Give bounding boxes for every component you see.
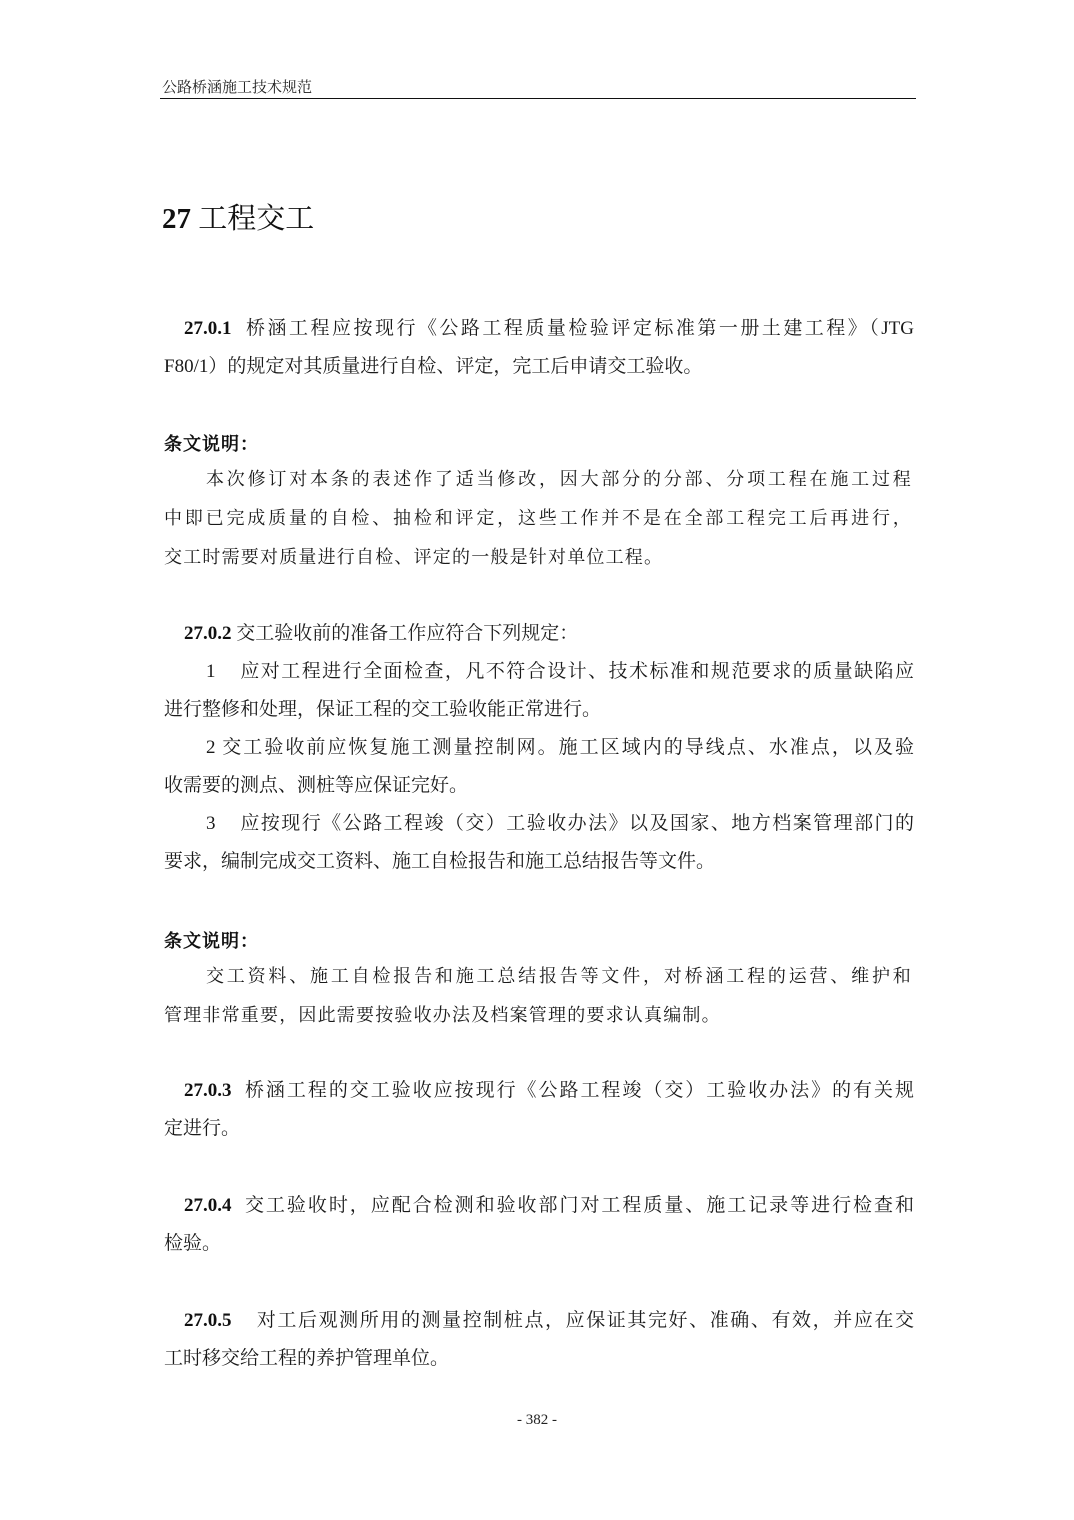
clause-27-0-1-line-1 bbox=[164, 316, 914, 342]
list-text: 应对工程进行全面检查，凡不符合设计、技术标准和规范要求的质量缺陷应 bbox=[240, 661, 914, 682]
chapter-name: 工程交工 bbox=[198, 203, 315, 235]
clause-text: 对工后观测所用的测量控制桩点，应保证其完好、准确、有效，并应在交 bbox=[256, 1310, 914, 1331]
list-number: 3 bbox=[206, 813, 216, 834]
clause-27-0-5-line-2: 工时移交给工程的养护管理单位。 bbox=[164, 1348, 450, 1369]
clause-number: 27.0.1 bbox=[184, 318, 232, 339]
note-heading: 条文说明： bbox=[164, 434, 259, 454]
clause-27-0-5-line-1 bbox=[164, 1308, 914, 1334]
clause-text: 桥涵工程应按现行《公路工程质量检验评定标准第一册土建工程》（JTG bbox=[246, 318, 915, 339]
list-number: 2 bbox=[206, 737, 216, 758]
list-text: 交工验收前应恢复施工测量控制网。施工区域内的导线点、水准点，以及验 bbox=[222, 737, 914, 758]
list-item-3-line-2: 要求，编制完成交工资料、施工自检报告和施工总结报告等文件。 bbox=[164, 851, 716, 872]
list-number: 1 bbox=[206, 661, 216, 682]
list-item-2-line-2: 收需要的测点、测桩等应保证完好。 bbox=[164, 775, 469, 796]
clause-27-0-4-line-2: 检验。 bbox=[164, 1233, 222, 1254]
list-item-2-line-1 bbox=[164, 735, 914, 761]
clause-text: 交工验收时，应配合检测和验收部门对工程质量、施工记录等进行检查和 bbox=[244, 1195, 915, 1216]
clause-27-0-2-line-1 bbox=[164, 621, 914, 647]
clause-27-0-3-line-2: 定进行。 bbox=[164, 1118, 241, 1139]
chapter-title bbox=[162, 196, 314, 237]
clause-text: 桥涵工程的交工验收应按现行《公路工程竣（交）工验收办法》的有关规 bbox=[244, 1080, 915, 1101]
clause-number: 27.0.4 bbox=[184, 1195, 232, 1216]
note-line: 本次修订对本条的表述作了适当修改，因大部分的分部、分项工程在施工过程 bbox=[206, 469, 912, 489]
clause-text: 交工验收前的准备工作应符合下列规定： bbox=[236, 623, 579, 644]
running-header: 公路桥涵施工技术规范 bbox=[162, 80, 313, 96]
clause-number: 27.0.2 bbox=[184, 623, 232, 644]
note-line: 交工时需要对质量进行自检、评定的一般是针对单位工程。 bbox=[164, 547, 664, 567]
list-item-1-line-1 bbox=[164, 659, 914, 685]
clause-number: 27.0.3 bbox=[184, 1080, 232, 1101]
clause-27-0-3-line-1 bbox=[164, 1078, 914, 1104]
chapter-number: 27 bbox=[162, 203, 191, 235]
note-line: 中即已完成质量的自检、抽检和评定，这些工作并不是在全部工程完工后再进行， bbox=[164, 508, 912, 528]
note-line: 交工资料、施工自检报告和施工总结报告等文件，对桥涵工程的运营、维护和 bbox=[206, 966, 912, 986]
clause-27-0-4-line-1 bbox=[164, 1193, 914, 1219]
page-number: - 382 - bbox=[517, 1412, 557, 1428]
list-text: 应按现行《公路工程竣（交）工验收办法》以及国家、地方档案管理部门的 bbox=[240, 813, 914, 834]
note-heading: 条文说明： bbox=[164, 931, 259, 951]
clause-27-0-1-line-2: F80/1）的规定对其质量进行自检、评定，完工后申请交工验收。 bbox=[164, 356, 703, 377]
header-divider bbox=[160, 98, 916, 99]
clause-number: 27.0.5 bbox=[184, 1310, 232, 1331]
note-line: 管理非常重要，因此需要按验收办法及档案管理的要求认真编制。 bbox=[164, 1005, 721, 1025]
list-item-1-line-2: 进行整修和处理，保证工程的交工验收能正常进行。 bbox=[164, 699, 602, 720]
list-item-3-line-1 bbox=[164, 811, 914, 837]
